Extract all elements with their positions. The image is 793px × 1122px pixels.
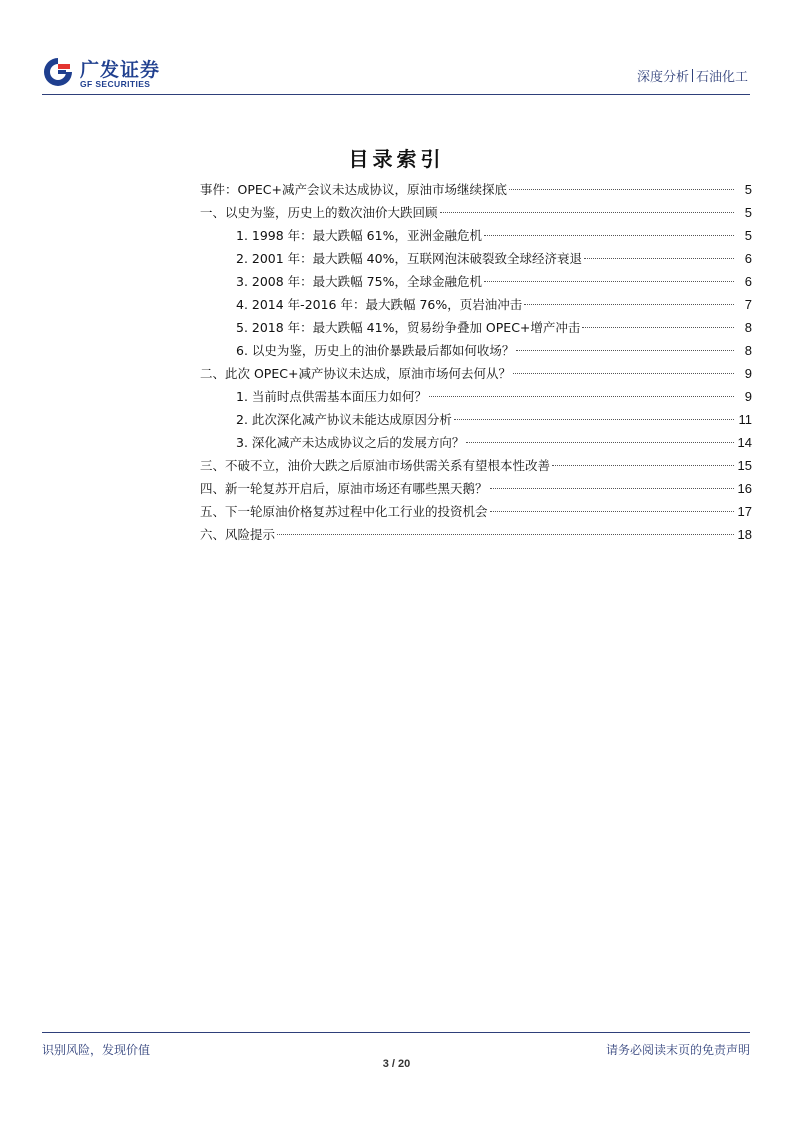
toc-entry[interactable]	[200, 316, 752, 339]
toc-entry-title: 2. 2001 年：最大跌幅 40%，互联网泡沫破裂致全球经济衰退	[236, 251, 582, 266]
toc-leader-dots	[516, 350, 734, 351]
toc-entry-page: 6	[744, 251, 752, 266]
toc-entry[interactable]	[200, 523, 752, 546]
footer-disclaimer: 请务必阅读末页的免责声明	[605, 1043, 750, 1057]
toc-entry-page: 15	[737, 458, 752, 473]
toc-entry-page: 6	[744, 274, 752, 289]
industry-label: 石油化工	[695, 70, 748, 85]
toc-entry-title: 5. 2018 年：最大跌幅 41%，贸易纷争叠加 OPEC+增产冲击	[236, 320, 581, 335]
toc-entry-page: 11	[738, 412, 752, 427]
toc-entry-title: 3. 深化减产未达成协议之后的发展方向？	[236, 435, 465, 450]
header-divider	[692, 69, 693, 82]
toc-leader-dots	[513, 373, 734, 374]
logo-english-text: GF SECURITIES	[80, 79, 151, 89]
table-of-contents	[200, 178, 752, 546]
toc-leader-dots	[484, 235, 734, 236]
toc-entry-page: 8	[744, 320, 752, 335]
page-number: 3 / 20	[382, 1058, 411, 1070]
toc-entry-title: 三、不破不立，油价大跌之后原油市场供需关系有望根本性改善	[200, 458, 551, 473]
toc-entry[interactable]	[200, 431, 752, 454]
toc-leader-dots	[277, 534, 734, 535]
toc-entry-title: 四、新一轮复苏开启后，原油市场还有哪些黑天鹅？	[200, 481, 488, 496]
toc-entry-title: 六、风险提示	[200, 527, 276, 542]
toc-entry-page: 9	[744, 389, 752, 404]
logo-chinese-text: 广发证券	[80, 59, 161, 81]
toc-entry[interactable]	[200, 270, 752, 293]
toc-leader-dots	[429, 396, 734, 397]
toc-leader-dots	[509, 189, 734, 190]
toc-entry[interactable]	[200, 385, 752, 408]
header-category	[637, 66, 748, 85]
toc-entry[interactable]	[200, 454, 752, 477]
toc-entry-page: 16	[737, 481, 752, 496]
toc-entry-page: 7	[744, 297, 752, 312]
toc-entry-page: 5	[744, 205, 752, 220]
page-header	[42, 54, 750, 94]
toc-entry-page: 5	[744, 182, 752, 197]
toc-entry-title: 1. 当前时点供需基本面压力如何？	[236, 389, 427, 404]
toc-leader-dots	[440, 212, 734, 213]
toc-leader-dots	[484, 281, 734, 282]
toc-entry[interactable]	[200, 362, 752, 385]
toc-entry-title: 五、下一轮原油价格复苏过程中化工行业的投资机会	[200, 504, 488, 519]
toc-leader-dots	[524, 304, 734, 305]
gf-logo-icon	[42, 56, 74, 88]
toc-entry[interactable]	[200, 408, 752, 431]
toc-entry-page: 9	[744, 366, 752, 381]
toc-entry-page: 5	[744, 228, 752, 243]
toc-entry-title: 4. 2014 年-2016 年：最大跌幅 76%，页岩油冲击	[236, 297, 523, 312]
toc-entry[interactable]	[200, 247, 752, 270]
toc-leader-dots	[582, 327, 734, 328]
toc-leader-dots	[466, 442, 734, 443]
toc-entry-title: 3. 2008 年：最大跌幅 75%，全球金融危机	[236, 274, 482, 289]
header-rule	[42, 94, 750, 95]
toc-entry[interactable]	[200, 224, 752, 247]
toc-leader-dots	[454, 419, 734, 420]
toc-entry-title: 6. 以史为鉴，历史上的油价暴跌最后都如何收场？	[236, 343, 515, 358]
toc-entry[interactable]	[200, 339, 752, 362]
toc-leader-dots	[552, 465, 734, 466]
toc-entry[interactable]	[200, 201, 752, 224]
toc-entry-title: 一、以史为鉴，历史上的数次油价大跌回顾	[200, 205, 438, 220]
page-title: 目录索引	[348, 147, 445, 171]
footer-rule	[42, 1032, 750, 1033]
company-logo	[42, 54, 172, 94]
toc-entry-page: 17	[737, 504, 752, 519]
toc-entry[interactable]	[200, 178, 752, 201]
footer-slogan: 识别风险，发现价值	[42, 1043, 151, 1057]
toc-entry[interactable]	[200, 477, 752, 500]
toc-leader-dots	[490, 488, 734, 489]
toc-entry-title: 2. 此次深化减产协议未能达成原因分析	[236, 412, 452, 427]
toc-entry-title: 1. 1998 年：最大跌幅 61%，亚洲金融危机	[236, 228, 482, 243]
toc-entry-title: 事件：OPEC+减产会议未达成协议，原油市场继续探底	[200, 182, 507, 197]
toc-entry[interactable]	[200, 500, 752, 523]
toc-leader-dots	[490, 511, 734, 512]
toc-entry-title: 二、此次 OPEC+减产协议未达成，原油市场何去何从？	[200, 366, 511, 381]
toc-entry-page: 8	[744, 343, 752, 358]
toc-leader-dots	[584, 258, 734, 259]
toc-entry-page: 18	[737, 527, 752, 542]
toc-entry-page: 14	[737, 435, 752, 450]
toc-entry[interactable]	[200, 293, 752, 316]
report-type: 深度分析	[636, 70, 689, 85]
